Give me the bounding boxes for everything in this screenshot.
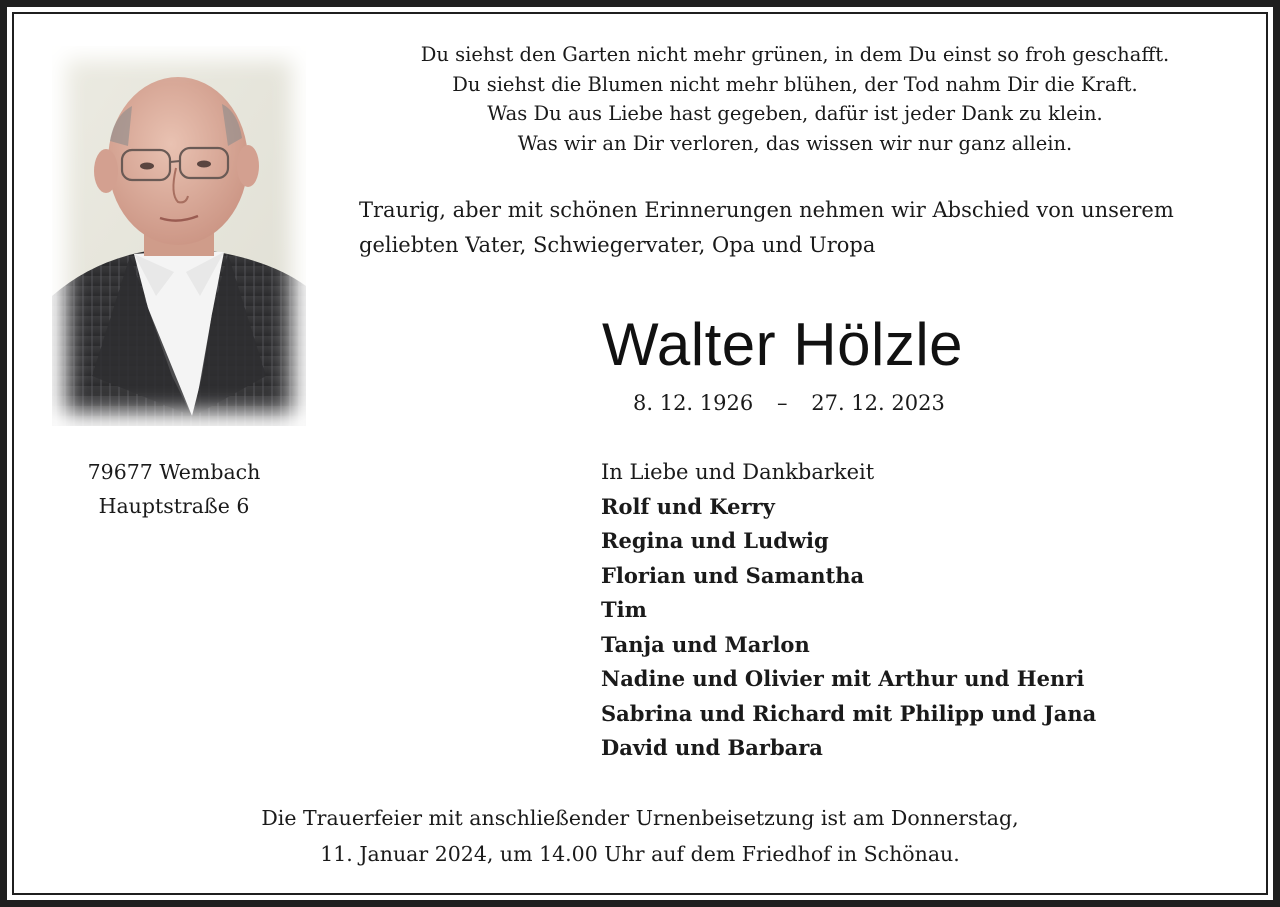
poem-line: Du siehst den Garten nicht mehr grünen, in dem Du einst so froh geschafft. — [420, 43, 1170, 66]
family-member: Rolf und Kerry — [601, 493, 775, 519]
birth-date: 8. 12. 1926 — [633, 391, 754, 415]
family-list — [601, 455, 1096, 766]
family-member: Regina und Ludwig — [601, 528, 829, 553]
family-member: Tim — [601, 597, 647, 622]
intro-line: Traurig, aber mit schönen Erinnerungen nehmen wir Abschied von unserem — [359, 198, 1174, 222]
family-member: Florian und Samantha — [601, 562, 865, 588]
family-member: Sabrina und Richard mit Philipp und Jana — [601, 700, 1097, 726]
family-member: Nadine und Olivier mit Arthur und Henri — [601, 666, 1085, 691]
ceremony-line: Die Trauerfeier mit anschließender Urnenbeisetzung ist am Donnerstag, — [261, 806, 1019, 830]
address — [55, 455, 293, 523]
portrait-illustration — [52, 46, 306, 426]
family-member: Tanja und Marlon — [601, 631, 810, 657]
poem — [330, 40, 1260, 158]
ceremony-line: 11. Januar 2024, um 14.00 Uhr auf dem Friedhof in Schönau. — [320, 842, 960, 866]
ceremony-notice — [140, 800, 1140, 872]
address-line: 79677 Wembach — [87, 460, 261, 484]
family-member: David und Barbara — [601, 735, 823, 760]
farewell-intro — [359, 193, 1259, 263]
address-line: Hauptstraße 6 — [98, 494, 250, 518]
life-dates — [633, 388, 945, 418]
poem-line: Was wir an Dir verloren, das wissen wir nur ganz allein. — [517, 131, 1073, 155]
poem-line: Du siehst die Blumen nicht mehr blühen, der Tod nahm Dir die Kraft. — [452, 72, 1138, 96]
intro-line: geliebten Vater, Schwiegervater, Opa und Uropa — [359, 233, 876, 257]
family-lead: In Liebe und Dankbarkeit — [601, 460, 875, 484]
date-separator: – — [776, 391, 788, 415]
portrait-photo — [52, 46, 306, 426]
death-date: 27. 12. 2023 — [811, 391, 945, 415]
deceased-name: Walter Hölzle — [602, 311, 964, 378]
poem-line: Was Du aus Liebe hast gegeben, dafür ist jeder Dank zu klein. — [487, 102, 1103, 125]
